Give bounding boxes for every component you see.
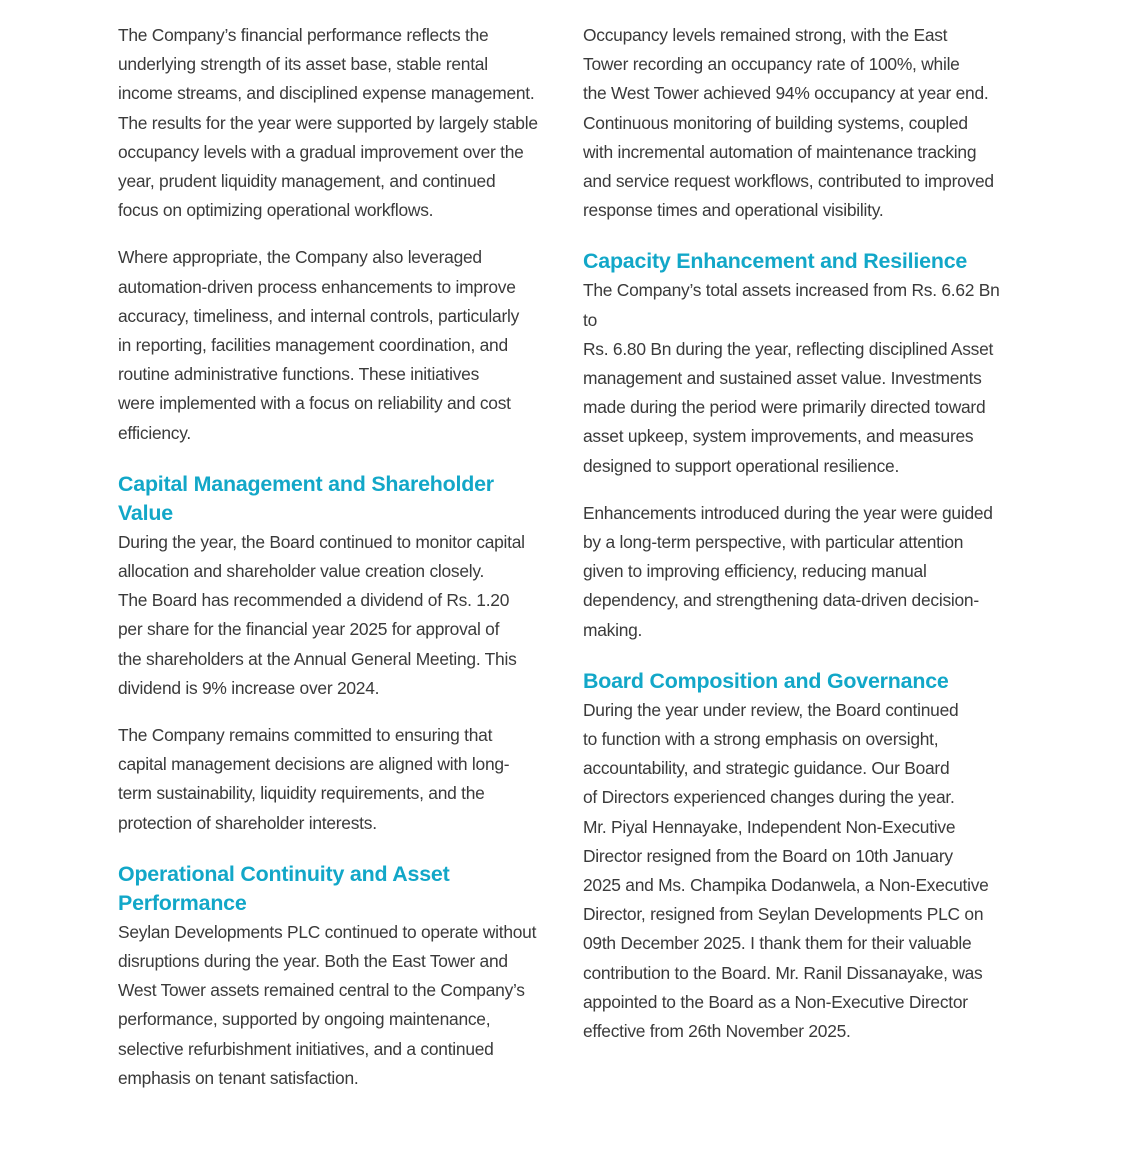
heading-capacity-enhancement: Capacity Enhancement and Resilience [583, 249, 968, 274]
paragraph-enhancements: Enhancements introduced during the year were guided by a long-term perspective, with particular attention given to improving efficiency, reducing manual dependency, and strengthening data-driven decision- making. [583, 502, 993, 640]
paragraph-dividend: During the year, the Board continued to monitor capital allocation and shareholder value creation closely. The Board has recommended a dividend of Rs. 1.20 per share for the financial year 2025 for approval of the shareholders at the Annual General Meeting. This dividend is 9% increase over 2024. [118, 531, 525, 698]
paragraph-automation: Where appropriate, the Company also leveraged automation-driven process enhancements to improve accuracy, timeliness, and internal controls, particularly in reporting, facilities management coordination, and routine administrative functions. These initiatives were implemented with a focus on reliability and cost efficiency. [118, 247, 520, 443]
paragraph-capital-commitment: The Company remains committed to ensuring that capital management decisions are aligned with long- term sustainability, liquidity requirements, and the protection of shareholder interests. [118, 725, 510, 833]
paragraph-financial-performance: The Company’s financial performance reflects the underlying strength of its asset base, stable rental income streams, and disciplined expense management. The results for the year were supported by largely stable occupancy levels with a gradual improvement over the year, prudent liquidity management, and continued focus on optimizing operational workflows. [118, 25, 538, 221]
paragraph-operations: Seylan Developments PLC continued to operate without disruptions during the year. Both the East Tower and West Tower assets remained central to the Company’s performance, supported by ongoing maintenance, selective refurbishment initiatives, and a continued emphasis on tenant satisfaction. [118, 921, 537, 1088]
heading-capital-management: Capital Management and Shareholder Value [118, 471, 494, 525]
paragraph-occupancy: Occupancy levels remained strong, with the East Tower recording an occupancy rate of 100%, while the West Tower achieved 94% occupancy at year end. Continuous monitoring of building systems, coupled with incremental automation of maintenance tracking and service request workflows, contributed to improved response times and operational visibility. [583, 25, 994, 221]
heading-operational-continuity: Operational Continuity and Asset Performance [118, 861, 450, 915]
heading-board-composition: Board Composition and Governance [583, 668, 949, 693]
right-column [583, 21, 1015, 1064]
left-column [118, 21, 548, 1111]
paragraph-total-assets: The Company’s total assets increased from Rs. 6.62 Bn to Rs. 6.80 Bn during the year, reflecting disciplined Asset management and sustained asset value. Investments made during the period were primarily directed toward asset upkeep, system improvements, and measures designed to support operational resilience. [583, 280, 1000, 476]
paragraph-board-changes: During the year under review, the Board continued to function with a strong emphasis on oversight, accountability, and strategic guidance. Our Board of Directors experienced changes during the year. Mr. Piyal Hennayake, Independent Non-Executive Director resigned from the Board on 10th January 2025 and Ms. Champika Dodanwela, a Non-Executive Director, resigned from Seylan Developments PLC on 09th December 2025. I thank them for their valuable contribution to the Board. Mr. Ranil Dissanayake, was appointed to the Board as a Non-Executive Director effective from 26th November 2025. [583, 699, 989, 1042]
